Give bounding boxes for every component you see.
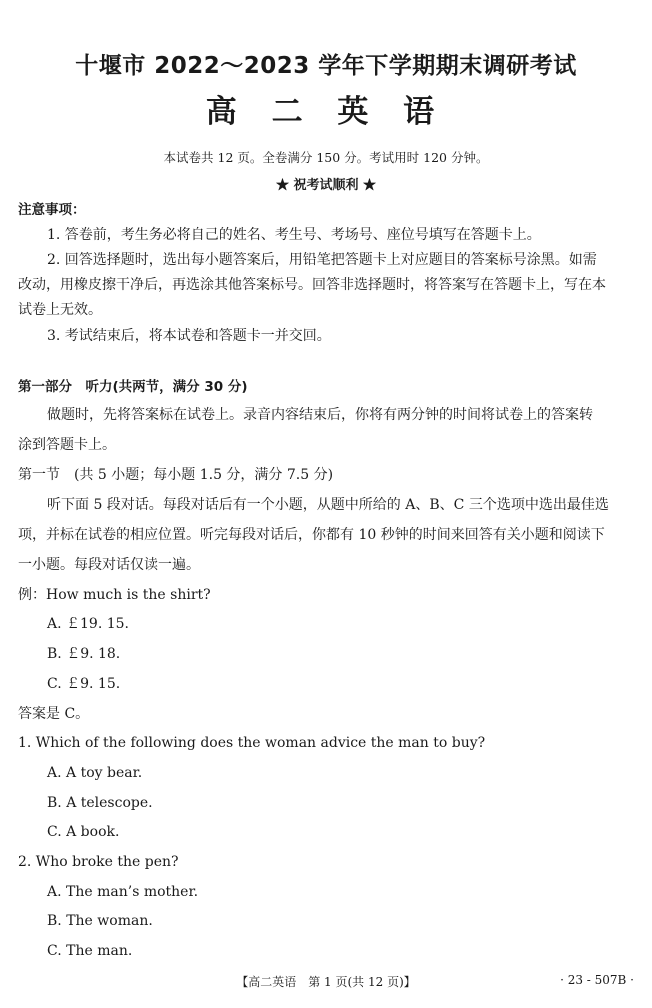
question-2-option-c: C. The man. [47, 943, 133, 959]
notice-heading: 注意事项： [18, 202, 86, 218]
question-1-option-c: C. A book. [47, 824, 120, 840]
subject-title: 高 二 英 语 [205, 94, 447, 130]
notice-item-2-line-3: 试卷上无效。 [18, 302, 102, 318]
exam-code: · 23 - 507B · [560, 973, 634, 987]
example-answer: 答案是 C。 [18, 706, 90, 722]
good-luck-banner: ★ 祝考试顺利 ★ [275, 178, 377, 193]
section1-instructions-line-2: 项，并标在试卷的相应位置。听完每段对话后，你都有 10 秒钟的时间来回答有关小题和阅读下 [18, 527, 605, 543]
notice-item-3: 3. 考试结束后，将本试卷和答题卡一并交回。 [47, 328, 331, 344]
section1-instructions-line-3: 一小题。每段对话仅读一遍。 [18, 557, 200, 573]
page-footer: 【高二英语 第 1 页(共 12 页)】 [236, 975, 416, 989]
question-1-stem: 1. Which of the following does the woman advice the man to buy? [18, 735, 486, 751]
part1-intro-line-1: 做题时，先将答案标在试卷上。录音内容结束后，你将有两分钟的时间将试卷上的答案转 [47, 407, 593, 423]
part1-heading: 第一部分 听力(共两节，满分 30 分) [18, 379, 248, 395]
question-2-stem: 2. Who broke the pen? [18, 854, 179, 870]
notice-item-1: 1. 答卷前，考生务必将自己的姓名、考生号、考场号、座位号填写在答题卡上。 [47, 227, 541, 243]
exam-title: 十堰市 2022～2023 学年下学期期末调研考试 [75, 53, 577, 79]
example-option-b: B. ￡9. 18. [47, 646, 121, 662]
notice-item-2-line-1: 2. 回答选择题时，选出每小题答案后，用铅笔把答题卡上对应题目的答案标号涂黑。如需 [47, 252, 597, 268]
exam-info: 本试卷共 12 页。全卷满分 150 分。考试用时 120 分钟。 [163, 150, 489, 165]
question-1-option-b: B. A telescope. [47, 795, 153, 811]
question-1-option-a: A. A toy bear. [47, 765, 143, 781]
section1-heading: 第一节 (共 5 小题；每小题 1.5 分，满分 7.5 分) [18, 467, 334, 483]
example-option-c: C. ￡9. 15. [47, 676, 121, 692]
question-2-option-a: A. The man’s mother. [47, 884, 199, 900]
question-2-option-b: B. The woman. [47, 913, 153, 929]
example-question: 例：How much is the shirt? [18, 587, 211, 603]
part1-intro-line-2: 涂到答题卡上。 [18, 437, 116, 453]
example-option-a: A. ￡19. 15. [47, 616, 129, 632]
notice-item-2-line-2: 改动，用橡皮擦干净后，再选涂其他答案标号。回答非选择题时，将答案写在答题卡上，写在本 [18, 277, 606, 293]
section1-instructions-line-1: 听下面 5 段对话。每段对话后有一个小题，从题中所给的 A、B、C 三个选项中选出最佳选 [47, 497, 609, 513]
